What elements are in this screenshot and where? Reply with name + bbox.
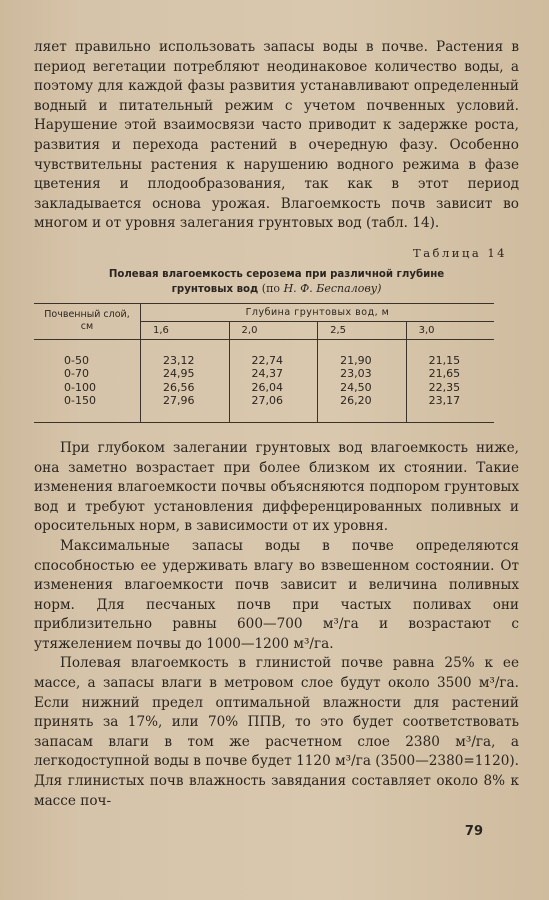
table-cell: 27,06 [229,394,318,422]
table-cell: 22,74 [229,339,318,367]
table-cell: 26,04 [229,381,318,395]
table-cell: 21,90 [318,339,407,367]
table-title [34,268,519,297]
table-title-line1: Полевая влагоемкость серозема при различной глубине [108,268,445,280]
table-cell: 24,37 [229,367,318,381]
column-header-depth: 3,0 [406,321,494,339]
table-cell: 26,20 [318,394,407,422]
table-row [34,339,494,367]
table-cell-layer: 0-70 [34,367,141,381]
column-header-layer: Почвенный слой, см [34,303,141,339]
table-title-bold-part: грунтовых вод [171,283,259,295]
paragraph: Полевая влагоемкость в глинистой почве равна 25% к ее массе, а запасы влаги в метровом слое будут около 3500 м³/га. Если нижний предел оптимальной влажности для растений принять за 17%, или 70% ППВ, то это будет соответствовать запасам влаги в том же расчетном слое 2380 м³/га, а легкодоступной воды в почве будет 1120 м³/га (3500—2380=1120). Для глинистых почв влажность завядания составляет около 8% к массе поч- [34,655,519,809]
table-title-pre: (по [261,281,281,295]
paragraph: Максимальные запасы воды в почве определяются способностью ее удерживать влагу во взвешенном состоянии. От изменения влагоемкости почв зависит и величина поливных норм. Для песчаных почв при частых поливах они приблизительно равны 600—700 м³/га и возрастают с утяжелением почвы до 1000—1200 м³/га. [34,537,519,652]
paragraph-top: ляет правильно использовать запасы воды в почве. Растения в период вегетации потребляют неодинаковое количество воды, а поэтому для каждой фазы развития устанавливают определенный водный и питательный режим с учетом почвенных условий. Нарушение этой взаимосвязи часто приводит к задержке роста, развития и перехода растений в очередную фазу. Особенно чувствительны растения к нарушению водного режима в фазе цветения и плодообразования, так как в этот период закладывается основа урожая. Влагоемкость почв зависит во многом и от уровня залегания грунтовых вод (табл. 14). [34,39,519,232]
table-title-line2 [34,282,519,297]
table-cell-layer: 0-50 [34,339,141,367]
column-header-depth-group: Глубина грунтовых вод, м [141,303,495,321]
table-row [34,367,494,381]
table-cell: 22,35 [428,380,461,394]
data-table [34,303,494,423]
body-text-bottom [34,439,519,811]
table-cell: 23,17 [428,394,461,408]
table-cell: 24,95 [141,367,230,381]
paragraph: При глубоком залегании грунтовых вод влагоемкость ниже, она заметно возрастает при более близком их стоянии. Такие изменения влагоемкости почвы объясняются подпором грунтовых вод и требуют установления дифференцированных поливных и оросительных норм, в зависимости от их уровня. [34,439,519,535]
table-cell: 23,12 [141,339,230,367]
column-header-depth: 2,5 [318,321,407,339]
table-cell: 24,50 [318,381,407,395]
table-label: Таблица 14 [413,245,507,260]
table-cell: 21,15 [428,353,461,367]
page-number: 79 [464,824,483,839]
table-cell: 23,03 [318,367,407,381]
table-cell: 27,96 [141,394,230,422]
table-cell: 26,56 [141,381,230,395]
table-cell: 21,65 [428,367,461,381]
table-cell-layer: 0-100 [34,381,141,395]
table-row [34,394,494,422]
column-header-depth: 2,0 [229,321,318,339]
table-title-author: Н. Ф. Беспалову) [283,281,382,295]
table-row [34,381,494,395]
table-cell-layer: 0-150 [34,394,141,422]
column-header-depth: 1,6 [141,321,230,339]
